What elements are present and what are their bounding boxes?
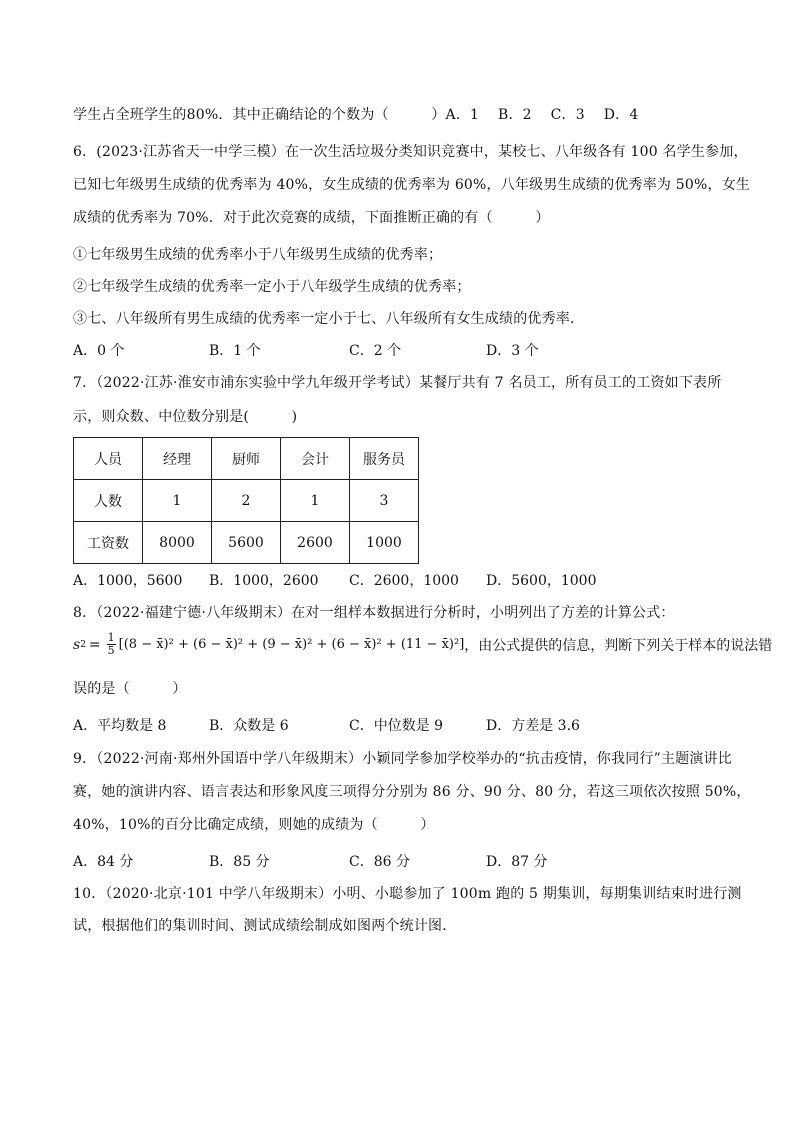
- fraction-denominator: 5: [107, 644, 115, 657]
- q7-option-c: C．2600，1000: [349, 573, 459, 589]
- table-header-cell: 厨师: [212, 438, 281, 480]
- q6-stem-line-3: 成绩的优秀率为 70%．对于此次竞赛的成绩，下面推断正确的有（ ）: [73, 210, 550, 226]
- table-cell: 1000: [350, 522, 419, 564]
- table-header-cell: 服务员: [350, 438, 419, 480]
- q7-option-d: D．5600，1000: [486, 573, 597, 589]
- table-header-cell: 经理: [143, 438, 212, 480]
- formula-tail-text: ，由公式提供的信息，判断下列关于样本的说法错: [464, 638, 773, 654]
- q9-option-c: C．86 分: [349, 854, 410, 870]
- q8-option-b: B．众数是 6: [209, 718, 289, 734]
- table-cell: 工资数: [74, 522, 143, 564]
- table-cell: 3: [350, 480, 419, 522]
- q6-option-d: D．3 个: [486, 343, 539, 359]
- q6-stem-line-1: 6．(2023·江苏省天一中学三模）在一次生活垃圾分类知识竞赛中，某校七、八年级各有 100 名学生参加，: [73, 144, 748, 160]
- q8-stem-line-1: 8．（2022·福建宁德·八年级期末）在对一组样本数据进行分析时，小明列出了方差的计算公式：: [73, 605, 675, 621]
- q8-option-c: C．中位数是 9: [349, 718, 444, 734]
- q8-stem-line-3: 误的是（ ）: [73, 681, 187, 697]
- table-cell: 人数: [74, 480, 143, 522]
- table-cell: 1: [143, 480, 212, 522]
- formula-exponent: 2: [80, 639, 86, 650]
- q6-stem-line-2: 已知七年级男生成绩的优秀率为 40%，女生成绩的优秀率为 60%，八年级男生成绩的优秀率为 50%，女生: [73, 177, 751, 193]
- q7-option-b: B．1000，2600: [209, 573, 319, 589]
- q7-stem-line-1: 7．（2022·江苏·淮安市浦东实验中学九年级开学考试）某餐厅共有 7 名员工，所有员工的工资如下表所: [73, 375, 722, 391]
- q8-option-a: A．平均数是 8: [73, 718, 167, 734]
- q9-option-d: D．87 分: [486, 854, 548, 870]
- formula-body: [(8 − x̄)² + (6 − x̄)² + (9 − x̄)² + (6 − x̄)² + (11 − x̄)²]: [118, 637, 465, 652]
- table-row: [74, 480, 419, 522]
- formula-lhs: s: [73, 636, 81, 653]
- formula-equals: =: [88, 636, 101, 653]
- table-header-cell: 人员: [74, 438, 143, 480]
- table-cell: 8000: [143, 522, 212, 564]
- table-cell: 2600: [281, 522, 350, 564]
- q6-option-a: A．0 个: [73, 343, 125, 359]
- q9-stem-line-3: 40%，10%的百分比确定成绩，则她的成绩为（ ）: [73, 817, 435, 833]
- q5-tail-line: 学生占全班学生的80%．其中正确结论的个数为（ ）A．1 B．2 C．3 D．4: [73, 107, 639, 123]
- table-row: [74, 522, 419, 564]
- table-cell: 5600: [212, 522, 281, 564]
- q6-statement-3: ③七、八年级所有男生成绩的优秀率一定小于七、八年级所有女生成绩的优秀率．: [73, 311, 585, 327]
- q9-option-b: B．85 分: [209, 854, 270, 870]
- table-cell: 2: [212, 480, 281, 522]
- q9-stem-line-2: 赛，她的演讲内容、语言表达和形象风度三项得分分别为 86 分、90 分、80 分，若这三项依次按照 50%，: [73, 784, 751, 800]
- q10-stem-line-1: 10．（2020·北京·101 中学八年级期末）小明、小聪参加了 100m 跑的 5 期集训，每期集训结束时进行测: [73, 886, 742, 902]
- formula-fraction: [107, 632, 116, 657]
- q6-statement-1: ①七年级男生成绩的优秀率小于八年级男生成绩的优秀率；: [73, 247, 443, 263]
- wage-table: [73, 437, 419, 564]
- table-header-row: [74, 438, 419, 480]
- q9-stem-line-1: 9．（2022·河南·郑州外国语中学八年级期末）小颖同学参加学校举办的“抗击疫情，你我同行”主题演讲比: [73, 751, 732, 767]
- q6-option-b: B．1 个: [209, 343, 261, 359]
- q7-stem-line-2: 示，则众数、中位数分别是( ): [73, 409, 298, 425]
- q8-option-d: D．方差是 3.6: [486, 718, 580, 734]
- q9-option-a: A．84 分: [73, 854, 134, 870]
- q7-option-a: A．1000，5600: [73, 573, 183, 589]
- table-cell: 1: [281, 480, 350, 522]
- table-header-cell: 会计: [281, 438, 350, 480]
- q6-option-c: C．2 个: [349, 343, 402, 359]
- q6-statement-2: ②七年级学生成绩的优秀率一定小于八年级学生成绩的优秀率；: [73, 279, 471, 295]
- variance-formula: [73, 632, 772, 657]
- q10-stem-line-2: 试，根据他们的集训时间、测试成绩绘制成如图两个统计图．: [73, 918, 457, 934]
- fraction-numerator: 1: [107, 631, 115, 644]
